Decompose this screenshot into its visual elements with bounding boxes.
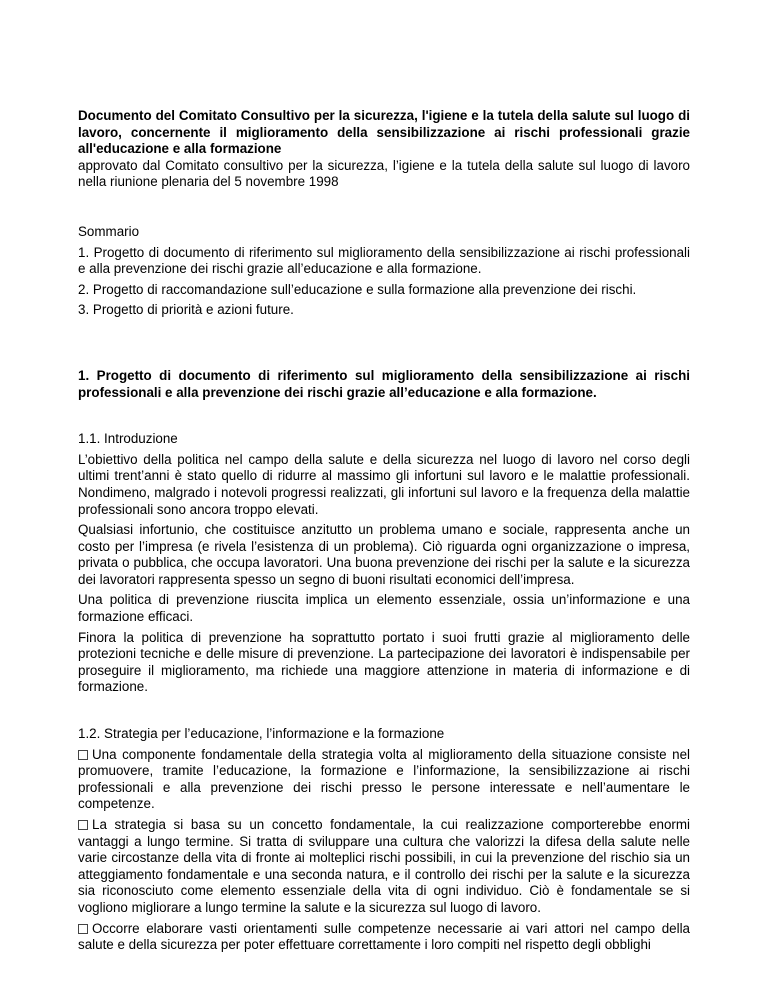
document-title: Documento del Comitato Consultivo per la sicurezza, l'igiene e la tutela della salute sul luogo di lavoro, concernente il miglioramento della sensibilizzazione ai rischi professionali grazie all'educazione e alla formazione: [78, 108, 690, 157]
bullet-box-icon: [78, 820, 88, 830]
bullet-box-icon: [78, 924, 88, 934]
summary-heading: Sommario: [78, 223, 140, 239]
approval-note: approvato dal Comitato consultivo per la sicurezza, l’igiene e la tutela della salute sul luogo di lavoro nella riunione plenaria del 5 novembre 1998: [78, 157, 690, 190]
body-paragraph: Finora la politica di prevenzione ha soprattutto portato i suoi frutti grazie al miglioramento delle protezioni tecniche e delle misure di prevenzione. La partecipazione dei lavoratori è indispensabile per proseguire il miglioramento, ma richiede una maggiore attenzione in materia di informazione e di formazione.: [78, 629, 690, 695]
bullet-paragraph: Una componente fondamentale della strategia volta al miglioramento della situazione consiste nel promuovere, tramite l’educazione, la formazione e l’informazione, la sensibilizzazione ai rischi professionali e alla prevenzione dei rischi presso le persone interessate e nell’aumentare le competenze.: [78, 746, 690, 812]
subsection-heading: 1.1. Introduzione: [78, 431, 178, 447]
document-page: [78, 108, 690, 954]
subsection-heading: 1.2. Strategia per l’educazione, l’informazione e la formazione: [78, 726, 445, 742]
bullet-box-icon: [78, 750, 88, 760]
bullet-paragraph: La strategia si basa su un concetto fondamentale, la cui realizzazione comporterebbe enormi vantaggi a lungo termine. Si tratta di sviluppare una cultura che valorizzi la difesa della salute nelle varie circostanze della vita di fronte ai molteplici rischi possibili, in cui la prevenzione del rischio sia un atteggiamento fondamentale e una seconda natura, e il controllo dei rischi per la salute e la sicurezza sia riconosciuto come elemento essenziale della vita di ogni individuo. Ciò è fondamentale se si vogliono migliorare a lungo termine la salute e la sicurezza sul luogo di lavoro.: [78, 817, 690, 915]
bullet-paragraph: Occorre elaborare vasti orientamenti sulle competenze necessarie ai vari attori nel campo della salute e della sicurezza per poter effettuare correttamente i loro compiti nel rispetto degli obblighi: [78, 920, 690, 953]
body-paragraph: Qualsiasi infortunio, che costituisce anzitutto un problema umano e sociale, rappresenta anche un costo per l’impresa (e rivela l’esistenza di un problema). Ciò riguarda ogni organizzazione o impresa, privata o pubblica, che occupa lavoratori. Una buona prevenzione dei rischi per la salute e la sicurezza dei lavoratori rappresenta spesso un segno di buoni risultati economici dell’impresa.: [78, 522, 690, 587]
body-paragraph: L’obiettivo della politica nel campo della salute e della sicurezza nel luogo di lavoro nel corso degli ultimi trent’anni è stato quello di ridurre al massimo gli infortuni sul lavoro e le malattie professionali. Nondimeno, malgrado i notevoli progressi realizzati, gli infortuni sul lavoro e la frequenza della malattie professionali sono ancora troppo elevati.: [78, 451, 690, 517]
body-paragraph: Una politica di prevenzione riuscita implica un elemento essenziale, ossia un’informazione e una formazione efficaci.: [78, 592, 690, 625]
summary-item: 2. Progetto di raccomandazione sull’educazione e sulla formazione alla prevenzione dei rischi.: [78, 281, 637, 297]
summary-item: 1. Progetto di documento di riferimento sul miglioramento della sensibilizzazione ai rischi professionali e alla prevenzione dei rischi grazie all’educazione e alla formazione.: [78, 244, 690, 277]
section-heading: 1. Progetto di documento di riferimento sul miglioramento della sensibilizzazione ai rischi professionali e alla prevenzione dei rischi grazie all’educazione e alla formazione.: [78, 367, 690, 400]
summary-item: 3. Progetto di priorità e azioni future.: [78, 302, 294, 318]
